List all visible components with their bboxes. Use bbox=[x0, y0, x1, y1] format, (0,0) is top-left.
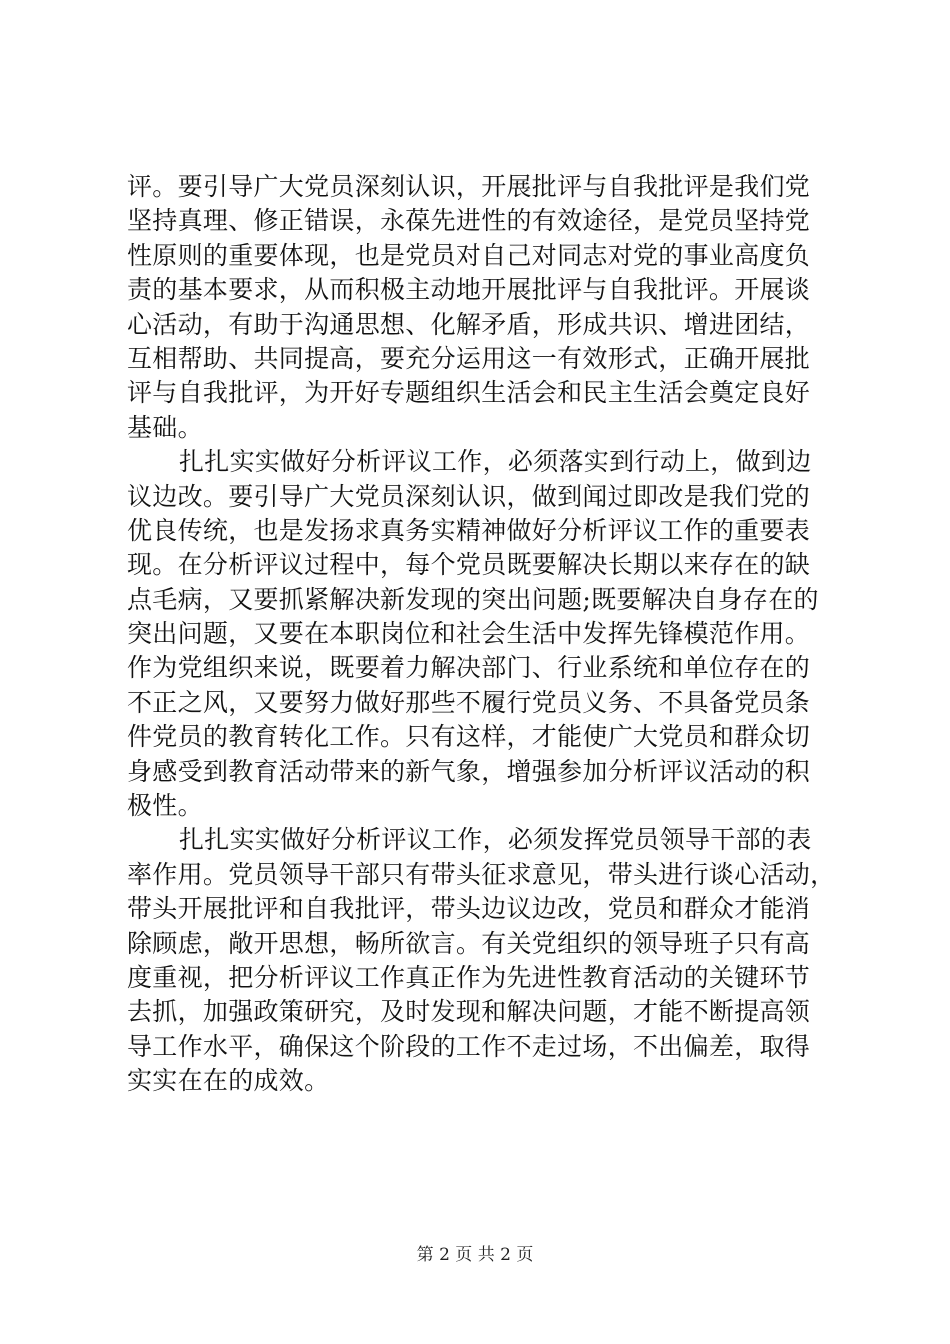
text-line: 件党员的教育转化工作。只有这样，才能使广大党员和群众切 bbox=[127, 722, 811, 752]
paragraph-3 bbox=[127, 823, 836, 1098]
text-line: 极性。 bbox=[127, 791, 203, 821]
text-line: 心活动，有助于沟通思想、化解矛盾，形成共识、增进团结， bbox=[127, 309, 811, 339]
text-line: 性原则的重要体现，也是党员对自己对同志对党的事业高度负 bbox=[127, 240, 811, 270]
text-line: 身感受到教育活动带来的新气象，增强参加分析评议活动的积 bbox=[127, 756, 811, 786]
text-line: 点毛病，又要抓紧解决新发现的突出问题;既要解决自身存在的 bbox=[127, 584, 819, 614]
text-line: 作为党组织来说，既要着力解决部门、行业系统和单位存在的 bbox=[127, 653, 811, 683]
paragraph-1 bbox=[127, 170, 827, 445]
text-line: 扎扎实实做好分析评议工作，必须落实到行动上，做到边 bbox=[179, 447, 812, 477]
text-line: 坚持真理、修正错误，永葆先进性的有效途径，是党员坚持党 bbox=[127, 206, 811, 236]
text-line: 责的基本要求，从而积极主动地开展批评与自我批评。开展谈 bbox=[127, 275, 811, 305]
text-line: 度重视，把分析评议工作真正作为先进性教育活动的关键环节 bbox=[127, 962, 811, 992]
text-line: 带头开展批评和自我批评，带头边议边改，党员和群众才能消 bbox=[127, 894, 811, 924]
text-line: 导工作水平，确保这个阶段的工作不走过场，不出偏差，取得 bbox=[127, 1031, 811, 1061]
text-line: 率作用。党员领导干部只有带头征求意见，带头进行谈心活动， bbox=[127, 859, 836, 889]
text-line: 评与自我批评，为开好专题组织生活会和民主生活会奠定良好 bbox=[127, 378, 811, 408]
text-line: 去抓，加强政策研究，及时发现和解决问题，才能不断提高领 bbox=[127, 997, 811, 1027]
text-line: 不正之风，又要努力做好那些不履行党员义务、不具备党员条 bbox=[127, 687, 811, 717]
paragraph-2 bbox=[127, 445, 827, 823]
text-line: 突出问题，又要在本职岗位和社会生活中发挥先锋模范作用。 bbox=[127, 619, 811, 649]
text-line: 现。在分析评议过程中，每个党员既要解决长期以来存在的缺 bbox=[127, 550, 811, 580]
text-line: 实实在在的成效。 bbox=[127, 1066, 330, 1096]
body-text bbox=[127, 170, 836, 1099]
text-line: 基础。 bbox=[127, 412, 203, 442]
text-line: 议边改。要引导广大党员深刻认识，做到闻过即改是我们党的 bbox=[127, 481, 811, 511]
page-footer: 第 2 页 共 2 页 bbox=[416, 1245, 534, 1265]
text-line: 扎扎实实做好分析评议工作，必须发挥党员领导干部的表 bbox=[179, 825, 812, 855]
text-line: 优良传统，也是发扬求真务实精神做好分析评议工作的重要表 bbox=[127, 515, 811, 545]
text-line: 除顾虑，敞开思想，畅所欲言。有关党组织的领导班子只有高 bbox=[127, 928, 811, 958]
text-line: 评。要引导广大党员深刻认识，开展批评与自我批评是我们党 bbox=[127, 172, 811, 201]
text-line: 互相帮助、共同提高，要充分运用这一有效形式，正确开展批 bbox=[127, 343, 811, 373]
